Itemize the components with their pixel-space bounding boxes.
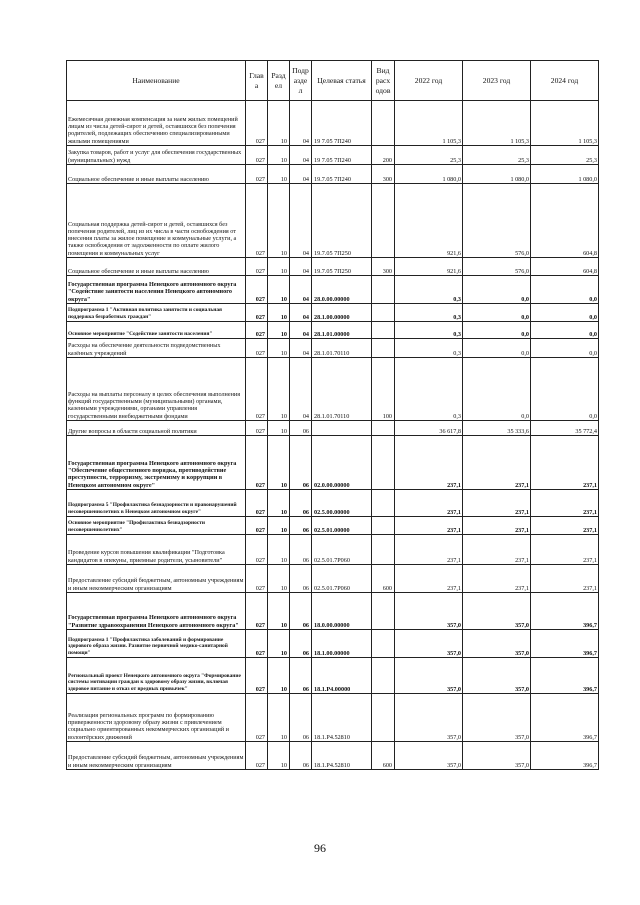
cell-2022: 357,0 <box>395 630 463 658</box>
cell-2024: 396,7 <box>531 593 599 630</box>
cell-glava: 027 <box>246 517 268 535</box>
cell-vid <box>372 322 395 339</box>
cell-glava: 027 <box>246 694 268 742</box>
cell-2023: 237,1 <box>463 535 531 565</box>
cell-vid <box>372 517 395 535</box>
cell-2024: 25,3 <box>531 146 599 165</box>
cell-podrazdel: 06 <box>290 421 312 436</box>
cell-statya: 19 7.05 7П240 <box>312 101 372 146</box>
cell-name: Другие вопросы в области социальной политики <box>67 421 246 436</box>
table-header-row <box>67 61 599 101</box>
cell-glava: 027 <box>246 322 268 339</box>
cell-podrazdel: 06 <box>290 535 312 565</box>
cell-statya: 19 7.05 7П240 <box>312 146 372 165</box>
table-row <box>67 535 599 565</box>
header-2022: 2022 год <box>395 61 463 101</box>
cell-vid: 200 <box>372 146 395 165</box>
cell-vid <box>372 658 395 694</box>
cell-statya: 19.7.05 7П240 <box>312 165 372 184</box>
table-row <box>67 276 599 304</box>
cell-2022: 357,0 <box>395 694 463 742</box>
cell-podrazdel: 04 <box>290 165 312 184</box>
cell-glava: 027 <box>246 565 268 593</box>
cell-vid: 300 <box>372 258 395 276</box>
cell-2024: 396,7 <box>531 658 599 694</box>
cell-podrazdel: 06 <box>290 630 312 658</box>
table-row <box>67 165 599 184</box>
cell-razdel: 10 <box>268 565 290 593</box>
cell-vid <box>372 304 395 322</box>
cell-2024: 0,0 <box>531 322 599 339</box>
cell-glava: 027 <box>246 421 268 436</box>
cell-statya <box>312 421 372 436</box>
cell-statya: 19.7.05 7П250 <box>312 184 372 258</box>
table-row <box>67 146 599 165</box>
cell-2023: 357,0 <box>463 630 531 658</box>
cell-2024: 1 105,3 <box>531 101 599 146</box>
cell-2023: 1 105,3 <box>463 101 531 146</box>
cell-razdel: 10 <box>268 101 290 146</box>
header-vid: Вид расх одов <box>372 61 395 101</box>
table-row <box>67 630 599 658</box>
cell-name: Государственная программа Ненецкого автономного округа "Развитие здравоохранения Ненецкого автономного округа" <box>67 593 246 630</box>
cell-statya: 02.0.00.00000 <box>312 436 372 490</box>
header-glava: Глав а <box>246 61 268 101</box>
table-row <box>67 565 599 593</box>
cell-vid: 100 <box>372 358 395 421</box>
cell-2022: 25,3 <box>395 146 463 165</box>
cell-name: Основное мероприятие "Профилактика безнадзорности несовершеннолетних" <box>67 517 246 535</box>
cell-statya: 28.0.00.00000 <box>312 276 372 304</box>
cell-statya: 28.1.01.70110 <box>312 339 372 358</box>
cell-2022: 0,3 <box>395 339 463 358</box>
cell-2022: 237,1 <box>395 517 463 535</box>
table-row <box>67 742 599 770</box>
cell-2022: 36 617,8 <box>395 421 463 436</box>
cell-2022: 0,3 <box>395 322 463 339</box>
cell-statya: 02.5.01.00000 <box>312 517 372 535</box>
cell-statya: 19.7.05 7П250 <box>312 258 372 276</box>
cell-2023: 237,1 <box>463 517 531 535</box>
cell-razdel: 10 <box>268 517 290 535</box>
cell-2023: 237,1 <box>463 490 531 517</box>
cell-name: Ежемесячная денежная компенсация за наем жилых помещений лицам из числа детей-сирот и детей, оставшихся без попечения родителей, подлежащих обеспечению специализированными жилыми помещениями <box>67 101 246 146</box>
cell-statya: 28.1.00.00000 <box>312 304 372 322</box>
cell-2022: 357,0 <box>395 742 463 770</box>
cell-name: Расходы на обеспечение деятельности подведомственных казённых учреждений <box>67 339 246 358</box>
cell-glava: 027 <box>246 258 268 276</box>
cell-glava: 027 <box>246 146 268 165</box>
cell-2024: 396,7 <box>531 630 599 658</box>
cell-2023: 0,0 <box>463 358 531 421</box>
cell-razdel: 10 <box>268 694 290 742</box>
table-row <box>67 358 599 421</box>
cell-vid <box>372 694 395 742</box>
cell-razdel: 10 <box>268 630 290 658</box>
cell-name: Реализация региональных программ по формированию приверженности здоровому образу жизни с привлечением социально ориентированных некоммерческих организаций и волонтёрских движений <box>67 694 246 742</box>
cell-podrazdel: 04 <box>290 101 312 146</box>
cell-razdel: 10 <box>268 146 290 165</box>
cell-podrazdel: 04 <box>290 276 312 304</box>
cell-vid: 600 <box>372 565 395 593</box>
cell-statya: 18.1.00.00000 <box>312 630 372 658</box>
cell-2024: 237,1 <box>531 565 599 593</box>
cell-glava: 027 <box>246 742 268 770</box>
cell-vid <box>372 593 395 630</box>
cell-razdel: 10 <box>268 658 290 694</box>
cell-name: Социальное обеспечение и иные выплаты населению <box>67 258 246 276</box>
cell-name: Предоставление субсидий бюджетным, автономным учреждениям и иным некоммерческим организациям <box>67 742 246 770</box>
table-row <box>67 436 599 490</box>
header-podrazdel: Подр азде л <box>290 61 312 101</box>
cell-glava: 027 <box>246 490 268 517</box>
cell-podrazdel: 04 <box>290 146 312 165</box>
cell-vid <box>372 630 395 658</box>
cell-2022: 921,6 <box>395 258 463 276</box>
cell-glava: 027 <box>246 165 268 184</box>
cell-2023: 357,0 <box>463 593 531 630</box>
cell-razdel: 10 <box>268 304 290 322</box>
cell-2022: 357,0 <box>395 593 463 630</box>
cell-statya: 02.5.00.00000 <box>312 490 372 517</box>
cell-podrazdel: 06 <box>290 565 312 593</box>
cell-2023: 25,3 <box>463 146 531 165</box>
cell-vid <box>372 535 395 565</box>
cell-2023: 237,1 <box>463 565 531 593</box>
cell-glava: 027 <box>246 630 268 658</box>
cell-podrazdel: 06 <box>290 694 312 742</box>
cell-razdel: 10 <box>268 258 290 276</box>
header-statya: Целевая статья <box>312 61 372 101</box>
cell-2024: 35 772,4 <box>531 421 599 436</box>
cell-glava: 027 <box>246 593 268 630</box>
cell-2022: 237,1 <box>395 565 463 593</box>
budget-table <box>66 60 599 770</box>
cell-statya: 18.1.Р4.00000 <box>312 658 372 694</box>
cell-glava: 027 <box>246 304 268 322</box>
header-2023: 2023 год <box>463 61 531 101</box>
cell-name: Социальная поддержка детей-сирот и детей, оставшихся без попечения родителей, лиц из их числа в части освобождения от внесения платы за жилое помещение и коммунальные услуги, а также освобождения от задолженности по оплате жилого помещения и коммунальных услуг <box>67 184 246 258</box>
cell-2024: 396,7 <box>531 742 599 770</box>
cell-vid: 300 <box>372 165 395 184</box>
table-row <box>67 658 599 694</box>
cell-vid: 600 <box>372 742 395 770</box>
cell-glava: 027 <box>246 339 268 358</box>
cell-2024: 0,0 <box>531 304 599 322</box>
table-row <box>67 339 599 358</box>
cell-glava: 027 <box>246 101 268 146</box>
cell-2024: 604,8 <box>531 184 599 258</box>
cell-2024: 0,0 <box>531 339 599 358</box>
cell-razdel: 10 <box>268 742 290 770</box>
cell-name: Проведение курсов повышения квалификации "Подготовка кандидатов в опекуны, приемные родители, усыновители" <box>67 535 246 565</box>
cell-razdel: 10 <box>268 490 290 517</box>
cell-2024: 1 080,0 <box>531 165 599 184</box>
cell-podrazdel: 04 <box>290 258 312 276</box>
cell-name: Подпрограмма 1 "Активная политика занятости и социальная поддержка безработных граждан" <box>67 304 246 322</box>
cell-vid <box>372 184 395 258</box>
cell-2024: 396,7 <box>531 694 599 742</box>
cell-podrazdel: 06 <box>290 490 312 517</box>
cell-name: Основное мероприятие "Содействие занятости населения" <box>67 322 246 339</box>
table-row <box>67 490 599 517</box>
cell-2024: 237,1 <box>531 517 599 535</box>
cell-podrazdel: 06 <box>290 658 312 694</box>
cell-statya: 02.5.01.7Р060 <box>312 565 372 593</box>
header-razdel: Разд ел <box>268 61 290 101</box>
cell-2023: 357,0 <box>463 658 531 694</box>
cell-glava: 027 <box>246 658 268 694</box>
cell-2024: 0,0 <box>531 358 599 421</box>
cell-glava: 027 <box>246 358 268 421</box>
cell-2023: 576,0 <box>463 258 531 276</box>
cell-podrazdel: 06 <box>290 517 312 535</box>
header-name: Наименование <box>67 61 246 101</box>
table-row <box>67 304 599 322</box>
cell-vid <box>372 421 395 436</box>
cell-2022: 237,1 <box>395 490 463 517</box>
cell-razdel: 10 <box>268 436 290 490</box>
cell-statya: 18.0.00.00000 <box>312 593 372 630</box>
cell-2023: 35 333,6 <box>463 421 531 436</box>
cell-2023: 1 080,0 <box>463 165 531 184</box>
header-2024: 2024 год <box>531 61 599 101</box>
table-body <box>67 101 599 770</box>
cell-name: Социальное обеспечение и иные выплаты населению <box>67 165 246 184</box>
cell-glava: 027 <box>246 436 268 490</box>
cell-name: Подпрограмма 1 "Профилактика заболеваний и формирование здорового образа жизни. Развитие первичной медико-санитарной помощи" <box>67 630 246 658</box>
cell-statya: 18.1.Р4.52810 <box>312 694 372 742</box>
table-row <box>67 694 599 742</box>
cell-razdel: 10 <box>268 276 290 304</box>
cell-razdel: 10 <box>268 358 290 421</box>
cell-2023: 0,0 <box>463 322 531 339</box>
cell-2022: 921,6 <box>395 184 463 258</box>
table-row <box>67 258 599 276</box>
cell-2024: 604,8 <box>531 258 599 276</box>
page-number: 96 <box>314 841 326 855</box>
cell-2022: 237,1 <box>395 535 463 565</box>
cell-podrazdel: 04 <box>290 322 312 339</box>
cell-podrazdel: 06 <box>290 593 312 630</box>
cell-2023: 357,0 <box>463 694 531 742</box>
cell-2024: 237,1 <box>531 490 599 517</box>
cell-statya: 18.1.Р4.52810 <box>312 742 372 770</box>
cell-statya: 28.1.01.00000 <box>312 322 372 339</box>
cell-vid <box>372 339 395 358</box>
table-row <box>67 421 599 436</box>
cell-2023: 357,0 <box>463 742 531 770</box>
cell-vid <box>372 490 395 517</box>
cell-2023: 237,1 <box>463 436 531 490</box>
table-row <box>67 184 599 258</box>
cell-vid <box>372 276 395 304</box>
cell-name: Государственная программа Ненецкого автономного округа "Обеспечение общественного порядка, противодействие преступности, терроризму, экстремизму и коррупции в Ненецком автономном округе" <box>67 436 246 490</box>
cell-name: Государственная программа Ненецкого автономного округа "Содействие занятости населения Ненецкого автономного округа" <box>67 276 246 304</box>
cell-name: Подпрограмма 5 "Профилактика безнадзорности и правонарушений несовершеннолетних в Ненецком автономном округе" <box>67 490 246 517</box>
cell-razdel: 10 <box>268 593 290 630</box>
cell-razdel: 10 <box>268 421 290 436</box>
cell-podrazdel: 04 <box>290 358 312 421</box>
cell-2022: 0,3 <box>395 358 463 421</box>
cell-name: Региональный проект Ненецкого автономного округа "Формирование системы мотивации граждан к здоровому образу жизни, включая здоровое питание и отказ от вредных привычек" <box>67 658 246 694</box>
table-row <box>67 517 599 535</box>
cell-2022: 0,3 <box>395 276 463 304</box>
cell-2022: 0,3 <box>395 304 463 322</box>
cell-glava: 027 <box>246 184 268 258</box>
cell-vid <box>372 101 395 146</box>
cell-2022: 237,1 <box>395 436 463 490</box>
cell-vid <box>372 436 395 490</box>
cell-2022: 357,0 <box>395 658 463 694</box>
cell-name: Расходы на выплаты персоналу в целях обеспечения выполнения функций государственными (муниципальными) органами, казенными учреждениями, органами управления государственными внебюджетными фондами <box>67 358 246 421</box>
cell-razdel: 10 <box>268 339 290 358</box>
cell-name: Предоставление субсидий бюджетным, автономным учреждениям и иным некоммерческим организациям <box>67 565 246 593</box>
cell-podrazdel: 04 <box>290 184 312 258</box>
cell-statya: 28.1.01.70110 <box>312 358 372 421</box>
table-row <box>67 322 599 339</box>
cell-2022: 1 105,3 <box>395 101 463 146</box>
cell-podrazdel: 04 <box>290 304 312 322</box>
table-row <box>67 593 599 630</box>
cell-2023: 0,0 <box>463 339 531 358</box>
cell-podrazdel: 06 <box>290 436 312 490</box>
cell-glava: 027 <box>246 535 268 565</box>
cell-podrazdel: 06 <box>290 742 312 770</box>
cell-2024: 237,1 <box>531 436 599 490</box>
cell-2023: 576,0 <box>463 184 531 258</box>
cell-podrazdel: 04 <box>290 339 312 358</box>
cell-2023: 0,0 <box>463 276 531 304</box>
cell-2023: 0,0 <box>463 304 531 322</box>
cell-2024: 0,0 <box>531 276 599 304</box>
cell-2024: 237,1 <box>531 535 599 565</box>
cell-razdel: 10 <box>268 184 290 258</box>
cell-razdel: 10 <box>268 535 290 565</box>
cell-2022: 1 080,0 <box>395 165 463 184</box>
table-row <box>67 101 599 146</box>
cell-statya: 02.5.01.7Р060 <box>312 535 372 565</box>
cell-razdel: 10 <box>268 322 290 339</box>
cell-name: Закупка товаров, работ и услуг для обеспечения государственных (муниципальных) нужд <box>67 146 246 165</box>
cell-glava: 027 <box>246 276 268 304</box>
cell-razdel: 10 <box>268 165 290 184</box>
